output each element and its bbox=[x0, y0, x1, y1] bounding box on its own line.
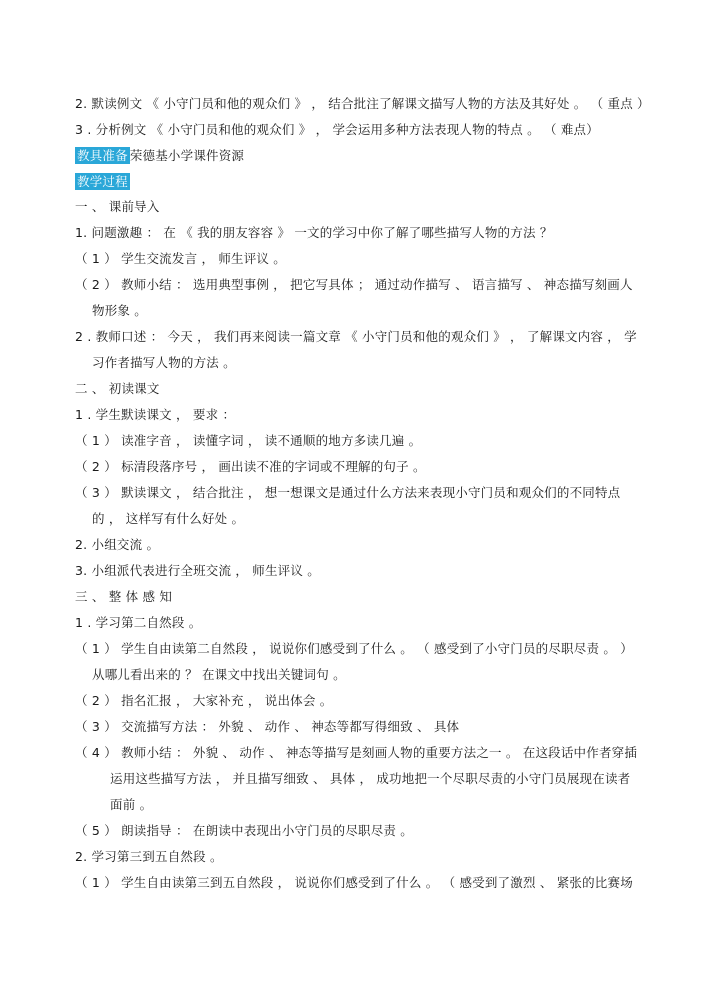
paragraph-line: 习作者描写人物的方法 。 bbox=[92, 355, 236, 370]
teaching-process-line bbox=[75, 173, 130, 191]
objective-2: 2. 默读例文 《 小守门员和他的观众们 》 ， 结合批注了解课文描写人物的方法及其好处 。 （ 重点 ） bbox=[75, 96, 650, 111]
paragraph-line: （ 2 ） 教师小结 ： 选用典型事例 ， 把它写具体 ； 通过动作描写 、 语言描写 、 神态描写刻画人 bbox=[75, 277, 633, 292]
paragraph-line: 1 . 学习第二自然段 。 bbox=[75, 615, 202, 630]
paragraph-line: 2 . 教师口述 ： 今天 ， 我们再来阅读一篇文章 《 小守门员和他的观众们 》 ， 了解课文内容 ， 学 bbox=[75, 329, 637, 344]
paragraph-line: 2. 学习第三到五自然段 。 bbox=[75, 849, 223, 864]
paragraph-line: （ 3 ） 默读课文 ， 结合批注 ， 想一想课文是通过什么方法来表现小守门员和观众们的不同特点 bbox=[75, 485, 621, 500]
objective-3: 3 . 分析例文 《 小守门员和他的观众们 》 ， 学会运用多种方法表现人物的特点 。 （ 难点） bbox=[75, 122, 599, 137]
paragraph-line: 的 ， 这样写有什么好处 。 bbox=[92, 511, 245, 526]
paragraph-line: 1. 问题激趣 ： 在 《 我的朋友容容 》 一文的学习中你了解了哪些描写人物的方法 ？ bbox=[75, 225, 553, 240]
paragraph-line: （ 1 ） 学生自由读第二自然段 ， 说说你们感受到了什么 。 （ 感受到了小守门员的尽职尽责 。 ） bbox=[75, 641, 633, 656]
paragraph-line: （ 1 ） 读准字音 ， 读懂字词 ， 读不通顺的地方多读几遍 。 bbox=[75, 433, 422, 448]
paragraph-line: 面前 。 bbox=[110, 797, 153, 812]
teaching-prep-label: 教具准备 bbox=[77, 148, 128, 163]
paragraph-line: （ 2 ） 标清段落序号 ， 画出读不准的字词或不理解的句子 。 bbox=[75, 459, 426, 474]
paragraph-line: 1 . 学生默读课文 ， 要求 ： bbox=[75, 407, 236, 422]
section-heading-1: 一 、 课前导入 bbox=[75, 199, 160, 214]
section-heading-2: 二 、 初读课文 bbox=[75, 381, 160, 396]
paragraph-line: （ 1 ） 学生交流发言 ， 师生评议 。 bbox=[75, 251, 286, 266]
teaching-prep-text: 荣德基小学课件资源 bbox=[129, 148, 245, 163]
paragraph-line: （ 4 ） 教师小结 ： 外貌 、 动作 、 神态等描写是刻画人物的重要方法之一 。 在这段话中作者穿插 bbox=[75, 745, 638, 760]
paragraph-line: （ 5 ） 朗读指导 ： 在朗读中表现出小守门员的尽职尽责 。 bbox=[75, 823, 413, 838]
section-heading-3: 三 、 整 体 感 知 bbox=[75, 589, 173, 604]
paragraph-line: 运用这些描写方法 ， 并且描写细致 、 具体 ， 成功地把一个尽职尽责的小守门员展现在读者 bbox=[110, 771, 631, 786]
paragraph-line: 2. 小组交流 。 bbox=[75, 537, 160, 552]
paragraph-line: 3. 小组派代表进行全班交流 ， 师生评议 。 bbox=[75, 563, 320, 578]
teaching-process-label: 教学过程 bbox=[77, 174, 128, 189]
paragraph-line: （ 2 ） 指名汇报 ， 大家补充 ， 说出体会 。 bbox=[75, 693, 333, 708]
paragraph-line: （ 1 ） 学生自由读第三到五自然段 ， 说说你们感受到了什么 。 （ 感受到了激烈 、 紧张的比赛场 bbox=[75, 875, 633, 890]
paragraph-line: （ 3 ） 交流描写方法 ： 外貌 、 动作 、 神态等都写得细致 、 具体 bbox=[75, 719, 460, 734]
teaching-prep-line bbox=[75, 147, 244, 165]
paragraph-line: 从哪儿看出来的 ？ 在课文中找出关键词句 。 bbox=[92, 667, 346, 682]
paragraph-line: 物形象 。 bbox=[92, 303, 147, 318]
